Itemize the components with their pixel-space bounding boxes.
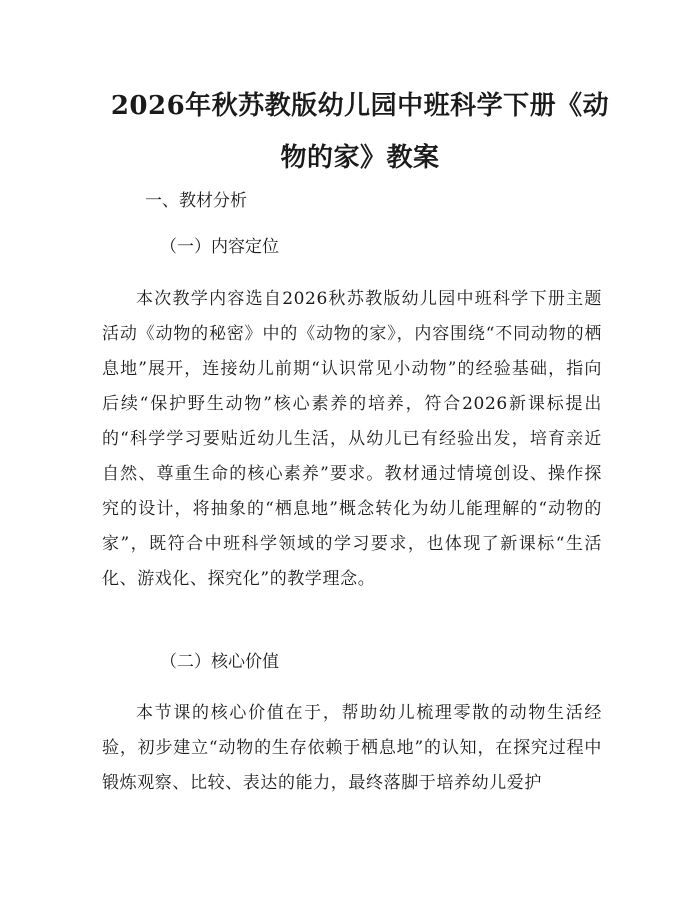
subsection-heading-core-value: （二）核心价值 — [160, 652, 279, 672]
section-heading-teaching-material-analysis: 一、教材分析 — [145, 191, 247, 211]
subsection-heading-content-positioning: （一）内容定位 — [160, 237, 279, 257]
paragraph-content-positioning: 本次教学内容选自2026秋苏教版幼儿园中班科学下册主题活动《动物的秘密》中的《动物的家》，内容围绕“不同动物的栖息地”展开，连接幼儿前期“认识常见小动物”的经验基础，指向后续“保护野生动物”核心素养的培养，符合2026新课标提出的“科学学习要贴近幼儿生活，从幼儿已有经验出发，培育亲近自然、尊重生命的核心素养”要求。教材通过情境创设、操作探究的设计，将抽象的“栖息地”概念转化为幼儿能理解的“动物的家”，既符合中班科学领域的学习要求，也体现了新课标“生活化、游戏化、探究化”的教学理念。 — [102, 289, 602, 589]
paragraph-core-value: 本节课的核心价值在于，帮助幼儿梳理零散的动物生活经验，初步建立“动物的生存依赖于栖息地”的认知，在探究过程中锻炼观察、比较、表达的能力，最终落脚于培养幼儿爱护 — [102, 703, 602, 793]
document-title: 2026年秋苏教版幼儿园中班科学下册《动物的家》教案 — [110, 91, 610, 173]
